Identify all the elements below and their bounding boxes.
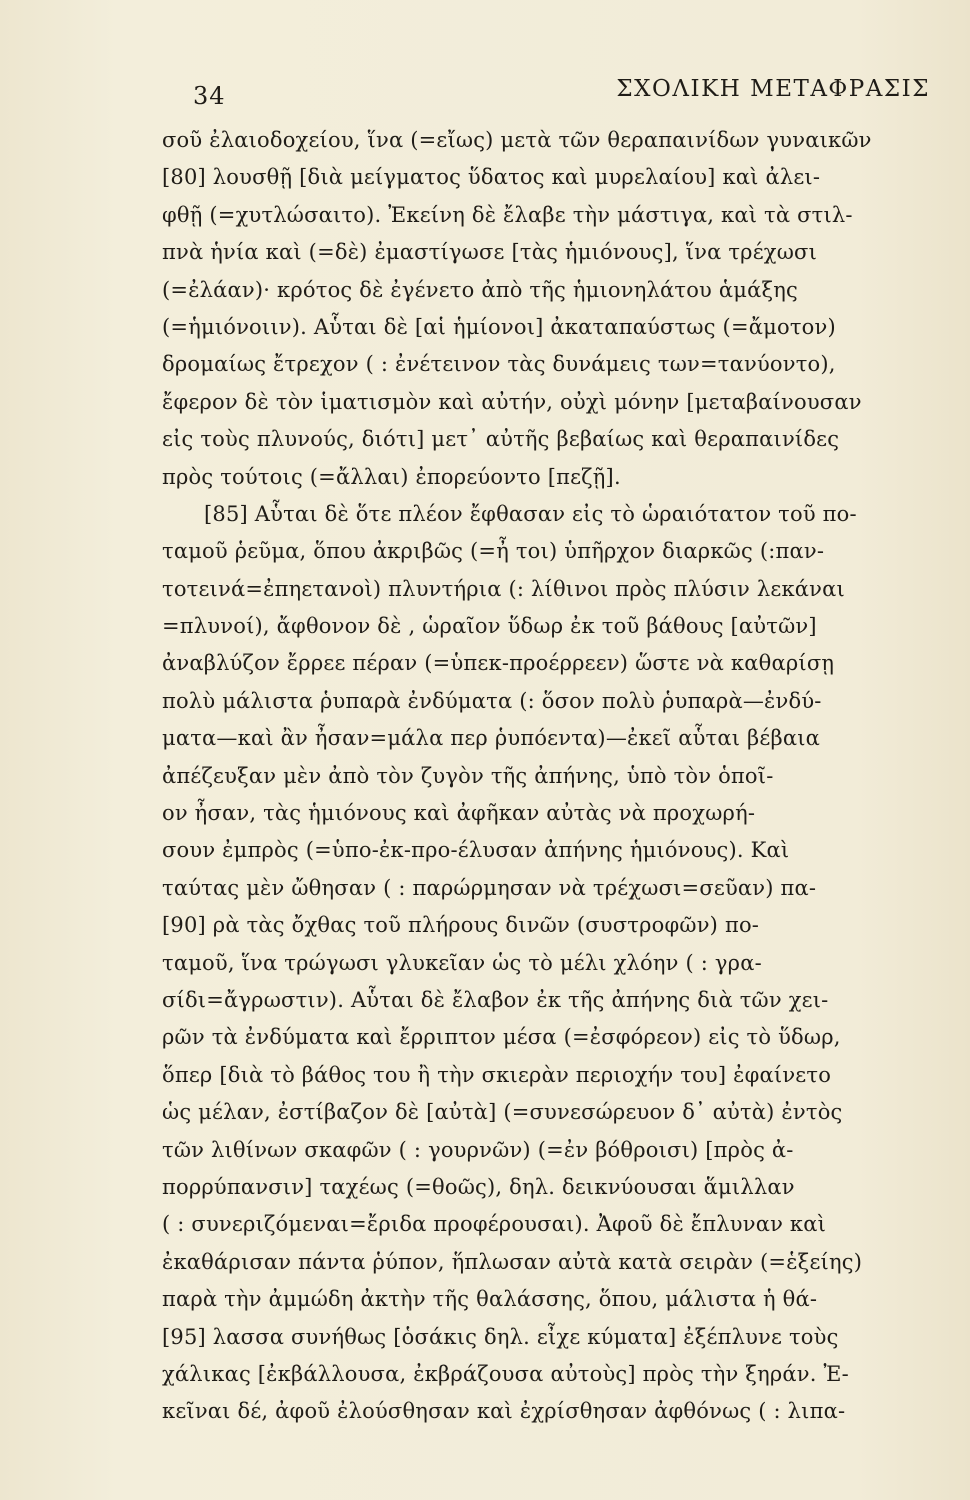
body-text: [162, 122, 936, 1431]
text-line: ( : συνεριζόμεναι=ἔριδα προφέρουσαι). Ἀφοῦ δὲ ἔπλυναν καὶ: [162, 1212, 827, 1237]
text-line: [80] λουσθῇ [διὰ μείγματος ὕδατος καὶ μυρελαίου] καὶ ἀλει-: [162, 165, 821, 190]
page-number: 34: [193, 82, 226, 110]
text-line: ὅπερ [διὰ τὸ βάθος του ἢ τὴν σκιερὰν περιοχήν του] ἐφαίνετο: [162, 1062, 832, 1087]
text-line: (=ἐλάαν)· κρότος δὲ ἐγένετο ἀπὸ τῆς ἡμιονηλάτου ἁμάξης: [162, 277, 799, 302]
text-line: [90] ρὰ τὰς ὄχθας τοῦ πλήρους δινῶν (συστροφῶν) πο-: [162, 913, 760, 938]
text-line: ἀπέζευξαν μὲν ἀπὸ τὸν ζυγὸν τῆς ἀπήνης, ὑπὸ τὸν ὁποῖ-: [162, 763, 774, 788]
text-line: παρὰ τὴν ἀμμώδη ἀκτὴν τῆς θαλάσσης, ὅπου, μάλιστα ἡ θά-: [162, 1287, 818, 1312]
text-line: ταύτας μὲν ὤθησαν ( : παρώρμησαν νὰ τρέχωσι=σεῦαν) πα-: [162, 875, 817, 900]
text-line: [95] λασσα συνήθως [ὁσάκις δηλ. εἶχε κύματα] ἐξέπλυνε τοὺς: [162, 1324, 839, 1349]
text-line: πορρύπανσιν] ταχέως (=θοῶς), δηλ. δεικνύουσαι ἅμιλλαν: [162, 1174, 795, 1199]
text-line: φθῇ (=χυτλώσαιτο). Ἐκείνη δὲ ἔλαβε τὴν μάστιγα, καὶ τὰ στιλ-: [162, 202, 853, 227]
text-line: ταμοῦ ῥεῦμα, ὅπου ἀκριβῶς (=ἦ τοι) ὑπῆρχον διαρκῶς (:παν-: [162, 539, 825, 564]
text-line: ον ἦσαν, τὰς ἡμιόνους καὶ ἀφῆκαν αὐτὰς νὰ προχωρή-: [162, 801, 756, 826]
text-line: χάλικας [ἐκβάλλουσα, ἐκβράζουσα αὐτοὺς] πρὸς τὴν ξηράν. Ἐ-: [162, 1361, 849, 1386]
text-line: σοῦ ἐλαιοδοχείου, ἵνα (=εἴως) μετὰ τῶν θεραπαινίδων γυναικῶν: [162, 128, 872, 152]
text-line: [85] Αὗται δὲ ὅτε πλέον ἔφθασαν εἰς τὸ ὡραιότατον τοῦ πο-: [204, 501, 857, 526]
text-line: τοτεινά=ἐπηετανοὶ) πλυντήρια (: λίθινοι πρὸς πλύσιν λεκάναι: [162, 576, 845, 601]
text-line: ἐκαθάρισαν πάντα ῥύπον, ἥπλωσαν αὐτὰ κατὰ σειρὰν (=ἑξείης): [162, 1249, 863, 1274]
text-line: ἀναβλύζον ἔρρεε πέραν (=ὑπεκ-προέρρεεν) ὥστε νὰ καθαρίσῃ: [162, 651, 835, 676]
text-line: πρὸς τούτοις (=ἄλλαι) ἐπορεύοντο [πεζῇ].: [162, 464, 621, 489]
text-line: πολὺ μάλιστα ῥυπαρὰ ἐνδύματα (: ὅσον πολὺ ῥυπαρὰ—ἐνδύ-: [162, 688, 822, 713]
text-line: δρομαίως ἔτρεχον ( : ἐνέτεινον τὰς δυνάμεις των=τανύοντο),: [162, 352, 836, 377]
text-line: σουν ἐμπρὸς (=ὑπο-ἐκ-προ-έλυσαν ἀπήνης ἡμιόνους). Καὶ: [162, 838, 790, 863]
text-line: εἰς τοὺς πλυνούς, διότι] μετ᾽ αὐτῆς βεβαίως καὶ θεραπαινίδες: [162, 427, 840, 452]
text-line: σίδι=ἄγρωστιν). Αὗται δὲ ἔλαβον ἐκ τῆς ἀπήνης διὰ τῶν χει-: [162, 987, 829, 1012]
text-line: πνὰ ἡνία καὶ (=δὲ) ἐμαστίγωσε [τὰς ἡμιόνους], ἵνα τρέχωσι: [162, 240, 818, 265]
text-line: ἔφερον δὲ τὸν ἱματισμὸν καὶ αὐτήν, οὐχὶ μόνην [μεταβαίνουσαν: [162, 389, 862, 414]
text-line: κεῖναι δέ, ἀφοῦ ἐλούσθησαν καὶ ἐχρίσθησαν ἀφθόνως ( : λιπα-: [162, 1399, 846, 1424]
text-line: (=ἡμιόνοιιν). Αὗται δὲ [αἱ ἡμίονοι] ἀκαταπαύστως (=ἄμοτον): [162, 314, 836, 339]
text-line: ταμοῦ, ἵνα τρώγωσι γλυκεῖαν ὡς τὸ μέλι χλόην ( : γρα-: [162, 950, 762, 975]
text-line: ὡς μέλαν, ἐστίβαζον δὲ [αὐτὰ] (=συνεσώρευον δ᾽ αὐτὰ) ἐντὸς: [162, 1100, 843, 1125]
text-line: ματα—καὶ ἂν ἦσαν=μάλα περ ῥυπόεντα)—ἐκεῖ αὗται βέβαια: [162, 726, 821, 751]
running-title: ΣΧΟΛΙΚΗ ΜΕΤΑΦΡΑΣΙΣ: [616, 76, 930, 102]
text-line: τῶν λιθίνων σκαφῶν ( : γουρνῶν) (=ἐν βόθροισι) [πρὸς ἀ-: [162, 1137, 794, 1162]
text-line: ρῶν τὰ ἐνδύματα καὶ ἔρριπτον μέσα (=ἐσφόρεον) εἰς τὸ ὕδωρ,: [162, 1025, 841, 1050]
text-line: =πλυνοί), ἄφθονον δὲ , ὡραῖον ὕδωρ ἐκ τοῦ βάθους [αὐτῶν]: [162, 614, 817, 639]
